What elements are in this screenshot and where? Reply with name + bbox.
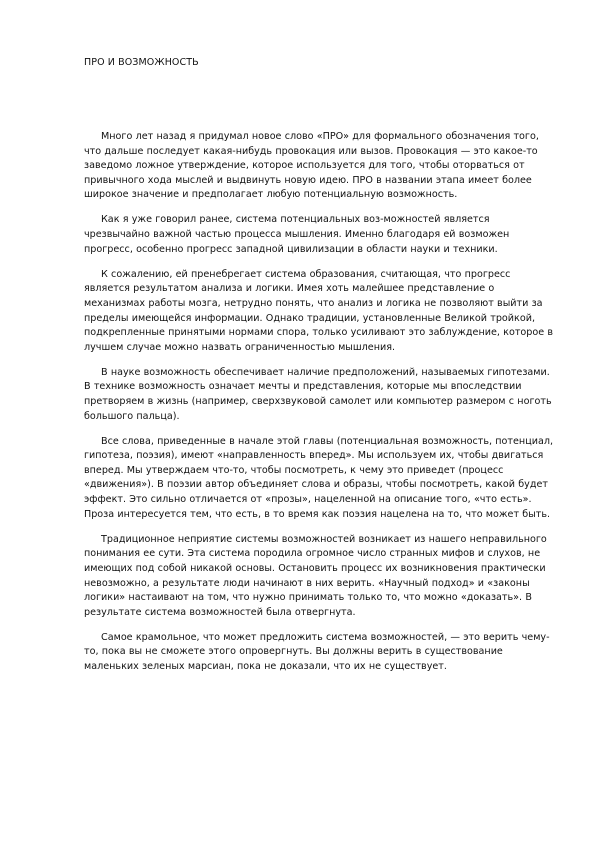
paragraph: Все слова, приведенные в начале этой главы (потенциальная возможность, потенциал, гипотеза, поэзия), имеют «направленность вперед». Мы используем их, чтобы двигаться вперед. Мы утверждаем что-то, чтобы посмотреть, к чему это приведет (процесс «движения»). В поэзии автор объединяет слова и образы, чтобы посмотреть, какой будет эффект. Это сильно отличается от «прозы», нацеленной на описание того, «что есть». Проза интересуется тем, что есть, в то время как поэзия нацелена на то, что может быть. xyxy=(84,435,554,520)
paragraph: В науке возможность обеспечивает наличие предположений, называемых гипотезами. В технике возможность означает мечты и представления, которые мы впоследствии претворяем в жизнь (например, сверхзвуковой самолет или компьютер размером с ноготь большого пальца). xyxy=(84,366,552,422)
paragraph: Традиционное неприятие системы возможностей возникает из нашего неправильного понимания ее сути. Эта система породила огромное число странных мифов и слухов, не имеющих под собой никакой основы. Остановить процесс их возникновения практически невозможно, а результате люди начинают в них верить. «Научный подход» и «законы логики» настаивают на том, что нужно принимать только то, что можно «доказать». В результате система возможностей была отвергнута. xyxy=(84,533,547,618)
document-body xyxy=(84,130,556,685)
paragraph: К сожалению, ей пренебрегает система образования, считающая, что прогресс является результатом анализа и логики. Имея хоть малейшее представление о механизмах работы мозга, нетрудно понять, что анализ и логика не позволяют выйти за пределы имеющейся информации. Однако традиции, установленные Великой тройкой, подкрепленные принятыми нормами спора, только усиливают это заблуждение, которое в лучшем случае можно назвать ограниченностью мышления. xyxy=(84,268,554,353)
paragraph: Много лет назад я придумал новое слово «ПРО» для формального обозначения того, что дальше последует какая-нибудь провокация или вызов. Провокация — это какое-то заведомо ложное утверждение, которое используется для того, чтобы оторваться от привычного хода мыслей и выдвинуть новую идею. ПРО в названии этапа имеет более широкое значение и предполагает любую потенциальную возможность. xyxy=(84,131,539,201)
page-title: ПРО И ВОЗМОЖНОСТЬ xyxy=(84,57,199,68)
paragraph: Самое крамольное, что может предложить система возможностей, — это верить чему-то, пока вы не сможете этого опровергнуть. Вы должны верить в существование маленьких зеленых марсиан, пока не доказали, что их не существует. xyxy=(84,631,550,672)
paragraph: Как я уже говорил ранее, система потенциальных воз-можностей является чрезвычайно важной частью процесса мышления. Именно благодаря ей возможен прогресс, особенно прогресс западной цивилизации в области науки и техники. xyxy=(84,214,510,255)
